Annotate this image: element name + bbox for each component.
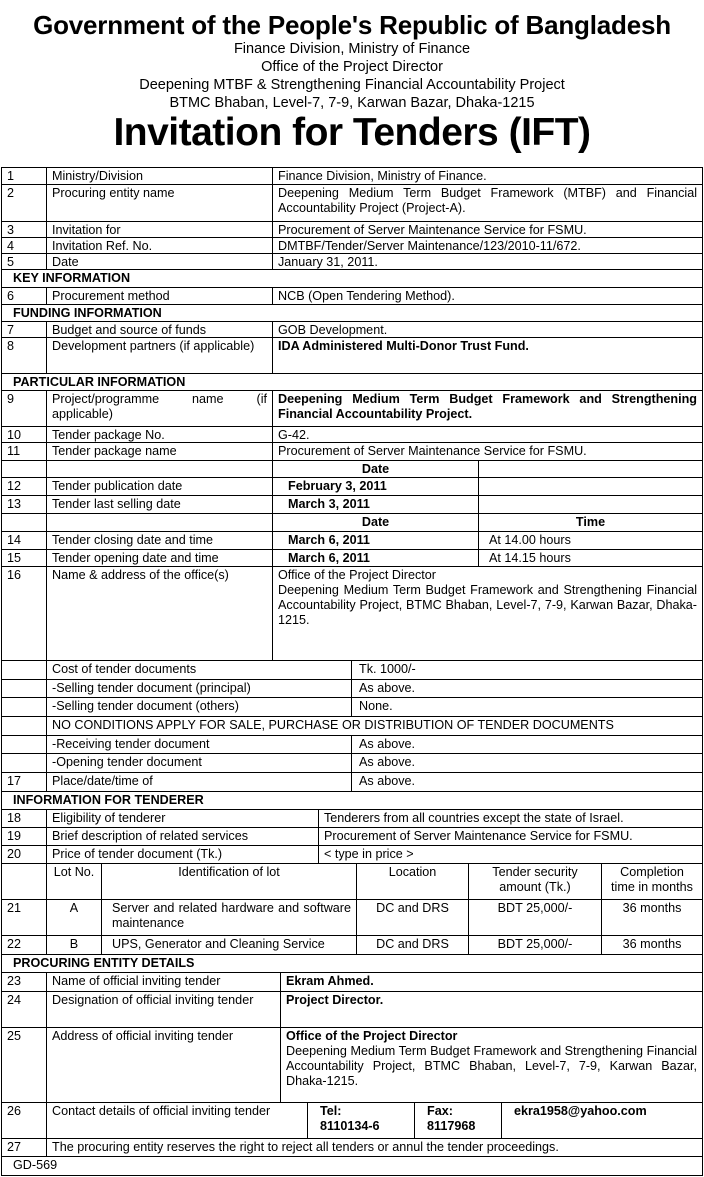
conditions-notice: NO CONDITIONS APPLY FOR SALE, PURCHASE OR DISTRIBUTION OF TENDER DOCUMENTS — [46, 717, 702, 735]
table-row — [2, 442, 702, 460]
official-address: Deepening Medium Term Budget Framework and Strengthening Financial Accountability Project, BTMC Bhaban, Level-7, 7-9, Karwan Bazar, Dhaka-1215. — [286, 1044, 697, 1088]
row-value: Deepening Medium Term Budget Framework (MTBF) and Financial Accountability Project (Project-A). — [272, 185, 702, 221]
table-row — [2, 753, 702, 772]
row-number: 14 — [7, 533, 22, 547]
row-label: Budget and source of funds — [46, 322, 272, 337]
lot-location-header: Location — [356, 864, 468, 899]
row-value: Finance Division, Ministry of Finance. — [272, 168, 702, 184]
contact-email[interactable]: ekra1958@yahoo.com — [501, 1103, 702, 1138]
address-line: BTMC Bhaban, Level-7, 7-9, Karwan Bazar, Dhaka-1215 — [169, 95, 535, 111]
row-number: 24 — [7, 993, 22, 1007]
table-row — [2, 287, 702, 304]
row-value: Ekram Ahmed. — [280, 973, 702, 991]
row-label: Contact details of official inviting tender — [46, 1103, 307, 1138]
row-date: February 3, 2011 — [272, 478, 478, 495]
division-line: Finance Division, Ministry of Finance — [233, 41, 471, 57]
table-row — [2, 237, 702, 253]
lot-row — [2, 899, 702, 935]
row-date: March 6, 2011 — [272, 550, 478, 566]
row-label: Name & address of the office(s) — [46, 567, 272, 660]
row-number: 22 — [7, 937, 22, 951]
row-time: At 14.15 hours — [478, 550, 702, 566]
row-value: IDA Administered Multi-Donor Trust Fund. — [272, 338, 702, 373]
table-row — [2, 337, 702, 373]
row-number: 8 — [7, 339, 15, 353]
table-row — [2, 531, 702, 549]
row-number: 10 — [7, 428, 22, 442]
table-row — [2, 697, 702, 716]
table-row — [2, 390, 702, 426]
cost-label: -Selling tender document (principal) — [46, 680, 351, 697]
row-label: Procurement method — [46, 288, 272, 304]
row-value: NCB (Open Tendering Method). — [272, 288, 702, 304]
lot-completion-header: Completion time in months — [601, 864, 702, 899]
row-text: The procuring entity reserves the right to reject all tenders or annul the tender proceedings. — [46, 1139, 702, 1156]
row-value: < type in price > — [318, 846, 702, 863]
row-date: March 3, 2011 — [272, 496, 478, 513]
tel-label: Tel: — [320, 1104, 342, 1118]
lot-identification: UPS, Generator and Cleaning Service — [101, 936, 356, 954]
official-office-name: Office of the Project Director — [286, 1029, 458, 1043]
contact-fax — [414, 1103, 501, 1138]
row-label: Date — [46, 254, 272, 269]
table-row — [2, 549, 702, 566]
section-procuring-entity-details: PROCURING ENTITY DETAILS — [2, 954, 702, 972]
row-label: Tender last selling date — [46, 496, 272, 513]
row-label: Tender closing date and time — [46, 532, 272, 549]
notice-code: GD-569 — [13, 1158, 58, 1172]
row-value — [272, 567, 702, 660]
row-value: G-42. — [272, 427, 702, 442]
cost-value: Tk. 1000/- — [351, 661, 702, 679]
row-label: Brief description of related services — [46, 828, 318, 845]
row-value: Deepening Medium Term Budget Framework and Strengthening Financial Accountability Project. — [272, 391, 702, 426]
row-number: 7 — [7, 323, 15, 337]
cost-value: As above. — [351, 680, 702, 697]
cost-value: None. — [351, 698, 702, 716]
table-row — [2, 1027, 702, 1102]
table-row — [2, 513, 702, 531]
tel-number: 8110134-6 — [320, 1119, 380, 1133]
lot-security: BDT 25,000/- — [468, 900, 601, 935]
government-title: Government of the People's Republic of Bangladesh — [33, 10, 671, 40]
row-number: 15 — [7, 551, 22, 565]
cost-label: -Opening tender document — [46, 754, 351, 772]
lot-identification: Server and related hardware and software maintenance — [101, 900, 356, 935]
date-header: Date — [272, 461, 478, 477]
row-number: 18 — [7, 811, 22, 825]
row-value: Project Director. — [280, 992, 702, 1027]
table-row — [2, 679, 702, 697]
row-label: Tender package name — [46, 443, 272, 460]
cost-label: Cost of tender documents — [46, 661, 351, 679]
row-value: Procurement of Server Maintenance Service for FSMU. — [272, 443, 702, 460]
table-row — [2, 772, 702, 791]
table-row — [2, 184, 702, 221]
notice-title: Invitation for Tenders (IFT) — [113, 111, 591, 154]
lot-location: DC and DRS — [356, 900, 468, 935]
fax-number: 8117968 — [427, 1119, 476, 1133]
row-label: Eligibility of tenderer — [46, 810, 318, 827]
table-row — [2, 1156, 702, 1176]
office-address: Deepening Medium Term Budget Framework and Strengthening Financial Accountability Project, BTMC Bhaban, Level-7, 7-9, Karwan Bazar, Dhaka-1215. — [278, 583, 697, 627]
row-label: Invitation Ref. No. — [46, 238, 272, 253]
lot-security-header: Tender security amount (Tk.) — [468, 864, 601, 899]
row-number: 21 — [7, 901, 22, 915]
lot-security: BDT 25,000/- — [468, 936, 601, 954]
row-label: Place/date/time of — [46, 773, 351, 791]
row-value: Procurement of Server Maintenance Service for FSMU. — [318, 828, 702, 845]
table-row — [2, 991, 702, 1027]
row-number: 4 — [7, 239, 15, 253]
row-label: Price of tender document (Tk.) — [46, 846, 318, 863]
row-label: Name of official inviting tender — [46, 973, 280, 991]
section-funding-information: FUNDING INFORMATION — [2, 304, 702, 321]
row-value: Tenderers from all countries except the state of Israel. — [318, 810, 702, 827]
table-row — [2, 477, 702, 495]
office-line: Office of the Project Director — [261, 59, 443, 75]
row-label: Tender opening date and time — [46, 550, 272, 566]
cost-value: As above. — [351, 736, 702, 753]
row-number: 23 — [7, 974, 22, 988]
row-value: GOB Development. — [272, 322, 702, 337]
table-row — [2, 809, 702, 827]
lot-no: B — [46, 936, 101, 954]
row-number: 3 — [7, 223, 15, 237]
row-time: At 14.00 hours — [478, 532, 702, 549]
cost-label: -Selling tender document (others) — [46, 698, 351, 716]
row-number: 16 — [7, 568, 22, 582]
table-row — [2, 1102, 702, 1138]
table-row — [2, 253, 702, 269]
lot-identification-header: Identification of lot — [101, 864, 356, 899]
row-number: 25 — [7, 1029, 22, 1043]
lot-header-row — [2, 863, 702, 899]
lot-row — [2, 935, 702, 954]
project-line: Deepening MTBF & Strengthening Financial Accountability Project — [139, 77, 565, 93]
row-number: 6 — [7, 289, 15, 303]
row-number: 2 — [7, 186, 15, 200]
contact-tel — [307, 1103, 414, 1138]
table-row — [2, 827, 702, 845]
row-number: 17 — [7, 774, 22, 788]
row-value: January 31, 2011. — [272, 254, 702, 269]
row-label: Invitation for — [46, 222, 272, 237]
table-row — [2, 495, 702, 513]
tender-table — [1, 167, 703, 1176]
row-number: 26 — [7, 1104, 22, 1118]
section-information-for-tenderer: INFORMATION FOR TENDERER — [2, 791, 702, 809]
notice-header — [0, 0, 704, 166]
row-number: 19 — [7, 829, 22, 843]
table-row — [2, 735, 702, 753]
cost-value: As above. — [351, 754, 702, 772]
table-row — [2, 845, 702, 863]
table-row — [2, 716, 702, 735]
table-row — [2, 221, 702, 237]
lot-completion: 36 months — [601, 936, 702, 954]
row-label: Development partners (if applicable) — [46, 338, 272, 373]
row-label: Ministry/Division — [46, 168, 272, 184]
row-number: 5 — [7, 255, 15, 269]
date-header: Date — [272, 514, 478, 531]
office-name: Office of the Project Director — [278, 568, 436, 582]
table-row — [2, 1138, 702, 1156]
row-number: 1 — [7, 169, 15, 183]
lot-no: A — [46, 900, 101, 935]
table-row — [2, 168, 702, 184]
row-label: Designation of official inviting tender — [46, 992, 280, 1027]
row-label: Procuring entity name — [46, 185, 272, 221]
row-number: 27 — [7, 1140, 22, 1154]
row-number: 12 — [7, 479, 22, 493]
table-row — [2, 426, 702, 442]
lot-no-header: Lot No. — [46, 864, 101, 899]
table-row — [2, 972, 702, 991]
section-particular-information: PARTICULAR INFORMATION — [2, 373, 702, 390]
cost-label: -Receiving tender document — [46, 736, 351, 753]
row-number: 11 — [7, 444, 21, 458]
table-row — [2, 660, 702, 679]
row-number: 9 — [7, 392, 15, 406]
time-header: Time — [478, 514, 702, 531]
row-value: DMTBF/Tender/Server Maintenance/123/2010-11/672. — [272, 238, 702, 253]
row-value: As above. — [351, 773, 702, 791]
row-number: 13 — [7, 497, 22, 511]
row-date: March 6, 2011 — [272, 532, 478, 549]
fax-label: Fax: — [427, 1104, 453, 1118]
row-label: Project/programme name (if applicable) — [46, 391, 272, 426]
table-row — [2, 321, 702, 337]
table-row — [2, 566, 702, 660]
section-key-information: KEY INFORMATION — [2, 269, 702, 287]
row-value — [280, 1028, 702, 1102]
row-label: Tender publication date — [46, 478, 272, 495]
row-value: Procurement of Server Maintenance Service for FSMU. — [272, 222, 702, 237]
row-label: Tender package No. — [46, 427, 272, 442]
row-label: Address of official inviting tender — [46, 1028, 280, 1102]
lot-location: DC and DRS — [356, 936, 468, 954]
table-row — [2, 460, 702, 477]
row-number: 20 — [7, 847, 22, 861]
lot-completion: 36 months — [601, 900, 702, 935]
